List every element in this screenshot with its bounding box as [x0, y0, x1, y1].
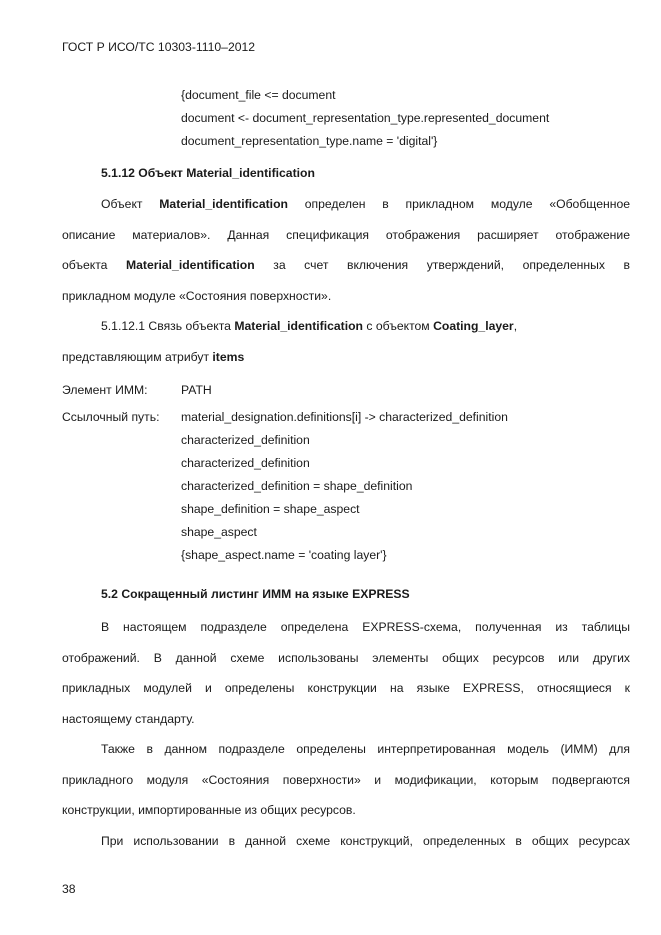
- paragraph: [62, 189, 630, 311]
- paragraph-line: прикладных модулей и определены конструкции на языке EXPRESS, относящиеся к: [62, 681, 630, 695]
- paragraph-line: Также в данном подразделе определены интерпретированная модель (ИММ) для: [101, 742, 630, 756]
- paragraph-line: отображений. В данной схеме использованы элементы общих ресурсов или других: [62, 650, 630, 665]
- code-line: {document_file <= document: [181, 88, 336, 102]
- paragraph-line: описание материалов». Данная спецификация отображения расширяет отображение: [62, 227, 630, 242]
- path-line: shape_definition = shape_aspect: [181, 502, 360, 516]
- paragraph-line: объекта Material_identification за счет включения утверждений, определенных в: [62, 258, 630, 272]
- path-line: characterized_definition: [181, 456, 310, 470]
- code-line: document_representation_type.name = 'digital'}: [181, 134, 438, 148]
- paragraph-line: В настоящем подразделе определена EXPRESS-схема, полученная из таблицы: [101, 620, 630, 634]
- section-heading: 5.2 Сокращенный листинг ИММ на языке EXPRESS: [101, 587, 410, 601]
- page-header: ГОСТ Р ИСО/ТС 10303-1110–2012: [62, 40, 256, 54]
- path-line: characterized_definition: [181, 433, 310, 447]
- paragraph-line: настоящему стандарту.: [62, 711, 195, 726]
- paragraph: [62, 734, 630, 826]
- paragraph-line: При использовании в данной схеме конструкций, определенных в общих ресурсах: [101, 834, 630, 848]
- paragraph-line: Объект Material_identification определен в прикладном модуле «Обобщенное: [101, 197, 630, 211]
- paragraph: [62, 612, 630, 734]
- element-value: PATH: [181, 383, 212, 397]
- path-line: characterized_definition = shape_definition: [181, 479, 413, 493]
- paragraph-line: прикладном модуле «Состояния поверхности».: [62, 288, 332, 303]
- section-heading: 5.1.12 Объект Material_identification: [101, 166, 315, 180]
- subsection-heading-line: представляющим атрибут items: [62, 350, 245, 364]
- code-line: document <- document_representation_type.represented_document: [181, 111, 550, 125]
- paragraph: [62, 826, 630, 857]
- paragraph-line: прикладного модуля «Состояния поверхности» и модификации, которым подвергаются: [62, 772, 630, 787]
- path-line: material_designation.definitions[i] -> characterized_definition: [181, 410, 508, 424]
- page-number: 38: [62, 882, 76, 896]
- paragraph-line: конструкции, импортированные из общих ресурсов.: [62, 803, 356, 817]
- path-line: shape_aspect: [181, 525, 257, 539]
- subsection-heading-line: 5.1.12.1 Связь объекта Material_identification с объектом Coating_layer,: [101, 319, 518, 333]
- element-label: Элемент ИММ:: [62, 383, 148, 397]
- path-line: {shape_aspect.name = 'coating layer'}: [181, 548, 387, 562]
- path-label: Ссылочный путь:: [62, 410, 160, 424]
